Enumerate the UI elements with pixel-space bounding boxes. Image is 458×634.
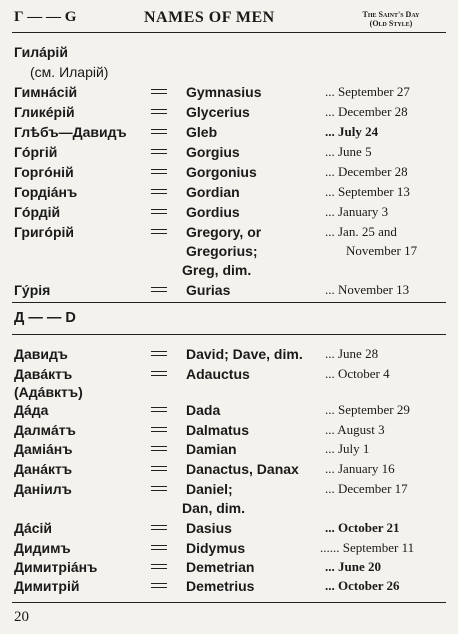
name-row <box>0 104 458 124</box>
name-row <box>0 520 458 540</box>
russian-name: Данáктъ <box>14 461 73 477</box>
russian-name: Горгóній <box>14 164 74 180</box>
english-name: Gorgius <box>186 144 240 160</box>
saint-day: ... December 28 <box>325 164 408 179</box>
name-row-continuation <box>0 243 458 263</box>
saint-day: ... September 29 <box>325 402 410 417</box>
saint-day: ... October 26 <box>325 578 400 593</box>
saint-day: ... July 1 <box>325 441 370 456</box>
equals-sign <box>151 425 169 434</box>
english-name-diminutive: Dan, dim. <box>182 500 246 516</box>
name-row-continuation <box>0 500 458 520</box>
saint-day: ... June 28 <box>325 346 379 361</box>
header-title: NAMES OF MEN <box>144 9 275 26</box>
section-rule <box>12 334 446 335</box>
section-heading-d: Д — — D <box>14 310 76 326</box>
name-row <box>0 578 458 598</box>
english-name: Dada <box>186 402 221 418</box>
saint-day: ... November 13 <box>325 282 410 297</box>
saint-day: ... September 27 <box>325 84 410 99</box>
header-column-note-line1: The Saint's Day <box>362 10 420 19</box>
russian-name: Григóрій <box>14 224 74 240</box>
name-row <box>0 559 458 579</box>
saint-day: November 17 <box>346 243 418 258</box>
russian-name: Гóргій <box>14 144 58 160</box>
name-row <box>0 44 458 64</box>
name-row <box>0 64 458 84</box>
name-row-continuation <box>0 262 458 282</box>
name-row <box>0 366 458 386</box>
equals-sign <box>151 562 169 571</box>
equals-sign <box>151 464 169 473</box>
saint-day: ... October 21 <box>325 520 400 535</box>
name-row <box>0 164 458 184</box>
saint-day: ... June 20 <box>325 559 381 574</box>
equals-sign <box>151 227 169 236</box>
saint-day: ... January 16 <box>325 461 395 476</box>
saint-day: ... July 24 <box>325 124 379 139</box>
name-row <box>0 540 458 560</box>
header-rule <box>12 32 446 33</box>
name-row <box>0 204 458 224</box>
page-number: 20 <box>14 609 29 625</box>
name-row <box>0 346 458 366</box>
equals-sign <box>151 107 169 116</box>
saint-day: ... December 17 <box>325 481 408 496</box>
equals-sign <box>151 167 169 176</box>
section-rule <box>12 302 446 303</box>
equals-sign <box>151 444 169 453</box>
russian-name: Гордіáнъ <box>14 184 78 200</box>
name-row <box>0 282 458 302</box>
equals-sign <box>151 543 169 552</box>
equals-sign <box>151 285 169 294</box>
equals-sign <box>151 207 169 216</box>
english-name: Gregorius; <box>186 243 258 259</box>
russian-name: Глѣбъ—Давидъ <box>14 124 127 140</box>
equals-sign <box>151 87 169 96</box>
english-name: Gordian <box>186 184 240 200</box>
saint-day: ... October 4 <box>325 366 390 381</box>
english-name: Glycerius <box>186 104 250 120</box>
russian-name: Гликéрій <box>14 104 75 120</box>
equals-sign <box>151 484 169 493</box>
header-letters: Г — — G <box>14 9 77 25</box>
russian-name: Даміáнъ <box>14 441 73 457</box>
russian-name: Даніилъ <box>14 481 72 497</box>
equals-sign <box>151 405 169 414</box>
name-row <box>0 224 458 244</box>
english-name: Gordius <box>186 204 240 220</box>
english-name: Danactus, Danax <box>186 461 299 477</box>
russian-name: Дáда <box>14 402 49 418</box>
equals-sign <box>151 581 169 590</box>
russian-name: Гимнáсій <box>14 84 78 100</box>
saint-day: ... December 28 <box>325 104 408 119</box>
russian-name: Гýрія <box>14 282 51 298</box>
english-name: Adauctus <box>186 366 250 382</box>
name-row <box>0 481 458 501</box>
russian-name: Дидимъ <box>14 540 71 556</box>
name-row <box>0 84 458 104</box>
equals-sign <box>151 349 169 358</box>
name-row <box>0 144 458 164</box>
name-row <box>0 184 458 204</box>
russian-name: Далмáтъ <box>14 422 76 438</box>
russian-name: Давидъ <box>14 346 68 362</box>
russian-name: Гилáрій <box>14 44 68 60</box>
english-name: Gleb <box>186 124 218 140</box>
equals-sign <box>151 523 169 532</box>
russian-name: Давáктъ <box>14 366 73 382</box>
english-name: Gorgonius <box>186 164 257 180</box>
english-name: Daniel; <box>186 481 233 497</box>
english-name: Gymnasius <box>186 84 262 100</box>
name-row <box>0 384 458 404</box>
name-row <box>0 402 458 422</box>
header-column-note <box>336 10 446 28</box>
russian-name-note: (см. Иларій) <box>30 64 109 80</box>
equals-sign <box>151 187 169 196</box>
english-name: David; Dave, dim. <box>186 346 303 362</box>
saint-day: ... August 3 <box>325 422 385 437</box>
english-name: Gregory, or <box>186 224 262 240</box>
saint-day: ... Jan. 25 and <box>325 224 397 239</box>
russian-name: Дáсій <box>14 520 53 536</box>
header-column-note-line2: (Old Style) <box>369 19 413 28</box>
english-name: Demetrius <box>186 578 255 594</box>
russian-name: Димитріáнъ <box>14 559 98 575</box>
name-row <box>0 422 458 442</box>
english-name: Dasius <box>186 520 232 536</box>
russian-name: Димитрій <box>14 578 80 594</box>
saint-day: ... September 13 <box>325 184 410 199</box>
name-row <box>0 461 458 481</box>
english-name-diminutive: Greg, dim. <box>182 262 252 278</box>
saint-day: ... June 5 <box>325 144 372 159</box>
russian-name: Гóрдій <box>14 204 61 220</box>
equals-sign <box>151 369 169 378</box>
footer-rule <box>12 602 446 603</box>
page-header <box>14 9 446 31</box>
saint-day: ...... September 11 <box>320 540 415 555</box>
name-row <box>0 441 458 461</box>
name-row <box>0 124 458 144</box>
equals-sign <box>151 147 169 156</box>
equals-sign <box>151 127 169 136</box>
english-name: Gurias <box>186 282 231 298</box>
english-name: Didymus <box>186 540 246 556</box>
russian-name-variant: (Адáвктъ) <box>14 384 83 400</box>
english-name: Damian <box>186 441 237 457</box>
saint-day: ... January 3 <box>325 204 389 219</box>
english-name: Demetrian <box>186 559 255 575</box>
english-name: Dalmatus <box>186 422 250 438</box>
